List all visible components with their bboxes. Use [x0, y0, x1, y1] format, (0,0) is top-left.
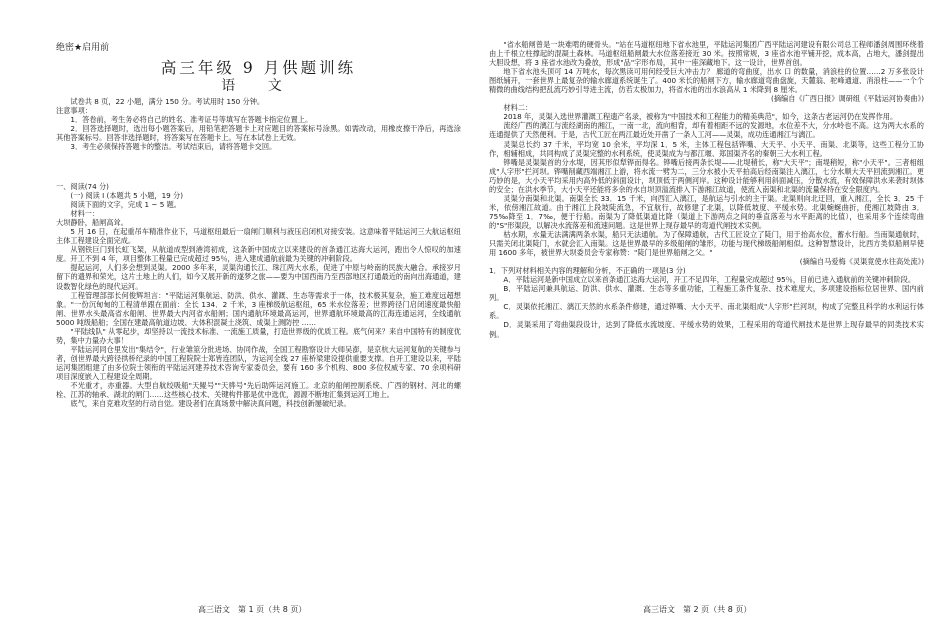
question-option: A．平陆运河是新中国成立以来首条通江达海大运河，开工不足四年，工程量完成超过 95％，目前已进入通航前的关键冲刺阶段。 — [503, 275, 916, 285]
paragraph: 平陆运河同仓里发出"集结令"，行业雏筮分批进场、协同作战，全国工程勘察设计大师吴澎，是京杭大运河复航的关键参与者，创世界最大跨径拱桥纪录的中国工程院院士郑皆连团队，为运河全线 27 座桥梁建设提供重要支撑。自开工建设以来，平陆运河集团组建了由多位院士领衔的平陆运河建养技术咨询专家委员会，要有 160 多个机构、800 多位权威专家、70 余项科研项目深度嵌入工程建设全周期。 — [56, 344, 461, 381]
paragraph: 从钢铁巨门到长虹飞架，从航道成型到港湾初成，这条新中国成立以来建设的首条通江达海大运河，跑出令人惊叹的加速度。开工不到 4 年，项目整体工程量已完成超过 95％，进入建成通航前最为关键的冲刺阶段。 — [56, 245, 461, 264]
right-column — [489, 40, 924, 339]
question-stem: 1．下列对材料相关内容的理解和分析，不正确的一项是(3 分) — [489, 266, 686, 276]
paragraph: 不光重才，亦重器。大型自航绞吸船"天鲲号""天骅号"先后助阵运河施工。北京的船闸控制系统、广西的钢材、河北的螺栓、江苏的轴承、湖北的闸门……这些核心技术、关键构件都是优中选优，源源不断地汇集到运河工地上。 — [56, 381, 461, 400]
page-footer-right: 高三语文 第 2 页（共 8 页） — [643, 605, 752, 614]
paragraph: 流经广西的漓江与流经湖南的湘江，一南一北，流向相背，却有着相距不远的发源地，水位差不大，分水岭也不高。这为两大水系的连通提供了天然便利。于是，古代工匠在两江最近处开凿了一条人工河——灵渠，成功连通湘江与漓江。 — [489, 121, 924, 140]
secret-mark: 绝密★启用前 — [56, 43, 110, 53]
material2-label: 材料二： — [503, 103, 533, 113]
article-title: 大坝静卧，船闸高耸。 — [56, 218, 128, 228]
paragraph: 灵渠总长约 37 千米，平均宽 10 余米，平均深 1．5 米，主体工程包括铧嘴、大天平、小天平、南渠、北渠等，这些工程分工协作，相辅相成，共同构成了灵渠完整的水利系统，使灵渠成为与都江堰、郑国渠齐名的秦朝三大水利工程。 — [489, 139, 924, 158]
question-option: D．灵渠采用了弯曲渠段设计，达到了降低水流坡度、平缓水势的效果，工程采用的弯道代闸技术是世界上现存最早的同类技术实例。 — [489, 320, 924, 339]
note-item: 2．回答选择题时，选出每小题答案后，用铅笔把答题卡上对应题目的答案标号涂黑。如需改动，用橡皮擦干净后，再选涂其他答案标号。回答非选择题时，将答案写在答题卡上。写在本试卷上无效。 — [56, 124, 461, 143]
question-option: B．平陆运河兼具航运、防洪、供水、灌溉、生态等多重功能，工程施工条件复杂、技术难度大，多项建设指标位居世界、国内前列。 — [489, 284, 924, 303]
paragraph: 铧嘴是灵渠渠首的分水堤，因其形似犁铧而得名。铧嘴后接两条长堤——北堤稍长，称"大天平"；南堤稍短，称"小天平"。三者相组成"人字形"拦河坝。铧嘴削藏西端湘江上游，将水流一劈为二，三分水被小天平拍高后经南渠注入漓江，七分水顺大天平回流到湘江。更巧妙的是，大小天平均采用内高外低的斜面设计，坝顶低于两侧河岸。这种设计能够利用斜面减压，分散水流，有效保障洪水来袭时坝体的安全；在洪水季节，大小天平还能将多余的水自坝顶溢流排入下游湘江故道，使流入南渠和北渠的流量保持在安全限度内。 — [489, 157, 924, 194]
instruction: 阅读下面的文字，完成 1 ~ 5 题。 — [70, 200, 181, 210]
paragraph: "平陆线队" 从零起步，却坚持以一流技术标准、一流施工质量，打造世界级的优质工程。底气何来？来自中国特有的制度优势，集中力量办大事！ — [56, 326, 461, 345]
source-citation: (摘编自《广西日报》调研组《平陆运河协奏曲》) — [771, 94, 924, 104]
part-heading: (一) 阅读 Ⅰ (本题共 5 小题，19 分) — [70, 191, 184, 201]
paragraph: 工程管理部部长何俊辉坦言："平陆运河集航运、防洪、供水、灌溉、生态等需求于一体，技术极其复杂，施工难度远超想象。"一份沉甸甸的工程清单跟在面前：全长 134．2 千米，3 座梯级航运枢纽，65 米水位落差；世界跨径门启闭速度最快船闸、世界水头最高省水船闸、世界最大内河省水船闸；国内通航环境最高运河，世界通航环境最高的江海连通运河，全线通航 5000 吨级船舶；全国在建最高航道边坡、大体积混凝土浇筑、成渠上测防控 …… — [56, 290, 464, 327]
exam-title: 高三年级 9 月供题训练 — [160, 59, 357, 77]
paragraph: 提起运河，人们多会想到灵渠。2000 多年来，灵渠沟通长江、珠江两大水系，促进了中原与岭南的民族大融合。承接岁月留下的遗界和荣光，这片土地上的人们，如今又展开新的遂梦之旅——要为中国西南乃至西部地区打通最近的南向出海通道，建设数智化绿色的现代运河。 — [56, 263, 461, 291]
paragraph: 底气，来自克难攻坚的行动自觉。建设者们在真场景中解决真问题，科技创新屡破纪录。 — [70, 399, 351, 409]
page-right — [475, 0, 950, 631]
exam-subject: 语 文 — [221, 78, 296, 94]
exam-header-block — [56, 97, 461, 151]
paragraph: 5 月 16 日，在起重吊车精准作业下，马道枢纽最后一扇闸门顺利与液压启闭机对接安装。这意味着平陆运河三大航运枢纽主体工程建设全面完成。 — [56, 227, 461, 246]
exam-info: 试卷共 8 页，22 小题，满分 150 分。考试用时 150 分钟。 — [70, 97, 265, 106]
question-option: C．灵渠依托湘江、漓江天然的水系条件修建，通过铧嘴、大小天平、南北渠组成"人字形"拦河坝，构成了完整且科学的水利运行体系。 — [489, 302, 924, 321]
note-item: 1．答卷前，考生务必将自己的姓名、准考证号等填写在答题卡指定位置上。 — [70, 115, 313, 125]
section-heading: 一、阅读(74 分) — [56, 182, 109, 191]
paragraph: "省水船闸曾是一块难啃的硬骨头。"站在马道枢纽地下省水池里，平陆运河集团广西平陆运河建设有限公司总工程师潘剑周围环绕着由上千根立柱撑起的混凝土森林。马道枢纽船闸最大水位落差接近 30 米。按照常规，3 座省水池平铺开挖，成本高，占地大，潘剑提出大胆设想，将 3 座省水池改为叠放，形成"品"字形布局，其中一座深藏地下。这一设计，世界首创。 — [489, 40, 924, 68]
note-item: 3．考生必须保持答题卡的整洁。考试结束后，请将答题卡交回。 — [70, 142, 277, 152]
paragraph: 灵渠分南渠和北渠。南渠全长 33．15 千米，向西汇入漓江，是航运与引水的主干渠。北渠则向北迂回，重入湘江，全长 3．25 千米，依傍湘江故道。由于湘江上段坡陡流急，不宜航行，故修建了北渠，以降低坡度、平缓水势。北渠蜿蜒曲折，使湘江坡降由 3．75‰降至 1．7‰，便于行船。南渠为了降低渠道比降（渠道上下游两点之间的垂直落差与水平距离的比值），也采用多个连续弯曲的"S"形渠段，以解决水流落差和流速问题。这是世界上现存最早的弯道代闸技术实例。 — [489, 193, 924, 230]
paragraph: 枯水期，水量无法满满两条水渠，船只无法通航。为了保障通航，古代工匠设立了陡门，用于抬高水位，蓄水行船。当南渠通航时，只需关闭北渠陡门，水就会汇入南渠。这是世界最早的多级船闸的雏形，功能与现代梯级船闸相似。这种智慧设计，比西方类似船闸早使用 1600 多年，被世界大坝委员会专家称赞："陡门是世界船闸之父。" — [489, 229, 924, 258]
paragraph: 地下省水池头顶可 14 万吨水，每次黑读可用何经受巨大冲击力？ 廊道的弯曲度，出水 口 的数量，消浪柱的位置……2 万多张设计图纸铺开，一套世界上最复杂的输水廊道系统诞生了。400 米长的船闸下方，输水廊道弯曲盘旋，天麓翁、驼峰通道、消浪柱——一个个精微的曲线结构把乱流巧妙引导进主流，仿若太极加力，将省水池的出水浪高从 1 米降到 8 厘米。 — [489, 67, 924, 95]
source-citation: (摘编自马爱梅《灵渠竟使水往高处流》) — [799, 257, 924, 267]
reading-section — [56, 182, 464, 409]
paragraph: 2018 年，灵渠入选世界灌溉工程遗产名录，被称为"中国技术和工程能力的精美典范"，如今，这条古老运河仍在发挥作用。 — [503, 112, 898, 122]
page-footer-left: 高三语文 第 1 页（共 8 页） — [198, 605, 307, 614]
notes-heading: 注意事项： — [56, 106, 92, 116]
material1-label: 材料一： — [70, 209, 100, 219]
